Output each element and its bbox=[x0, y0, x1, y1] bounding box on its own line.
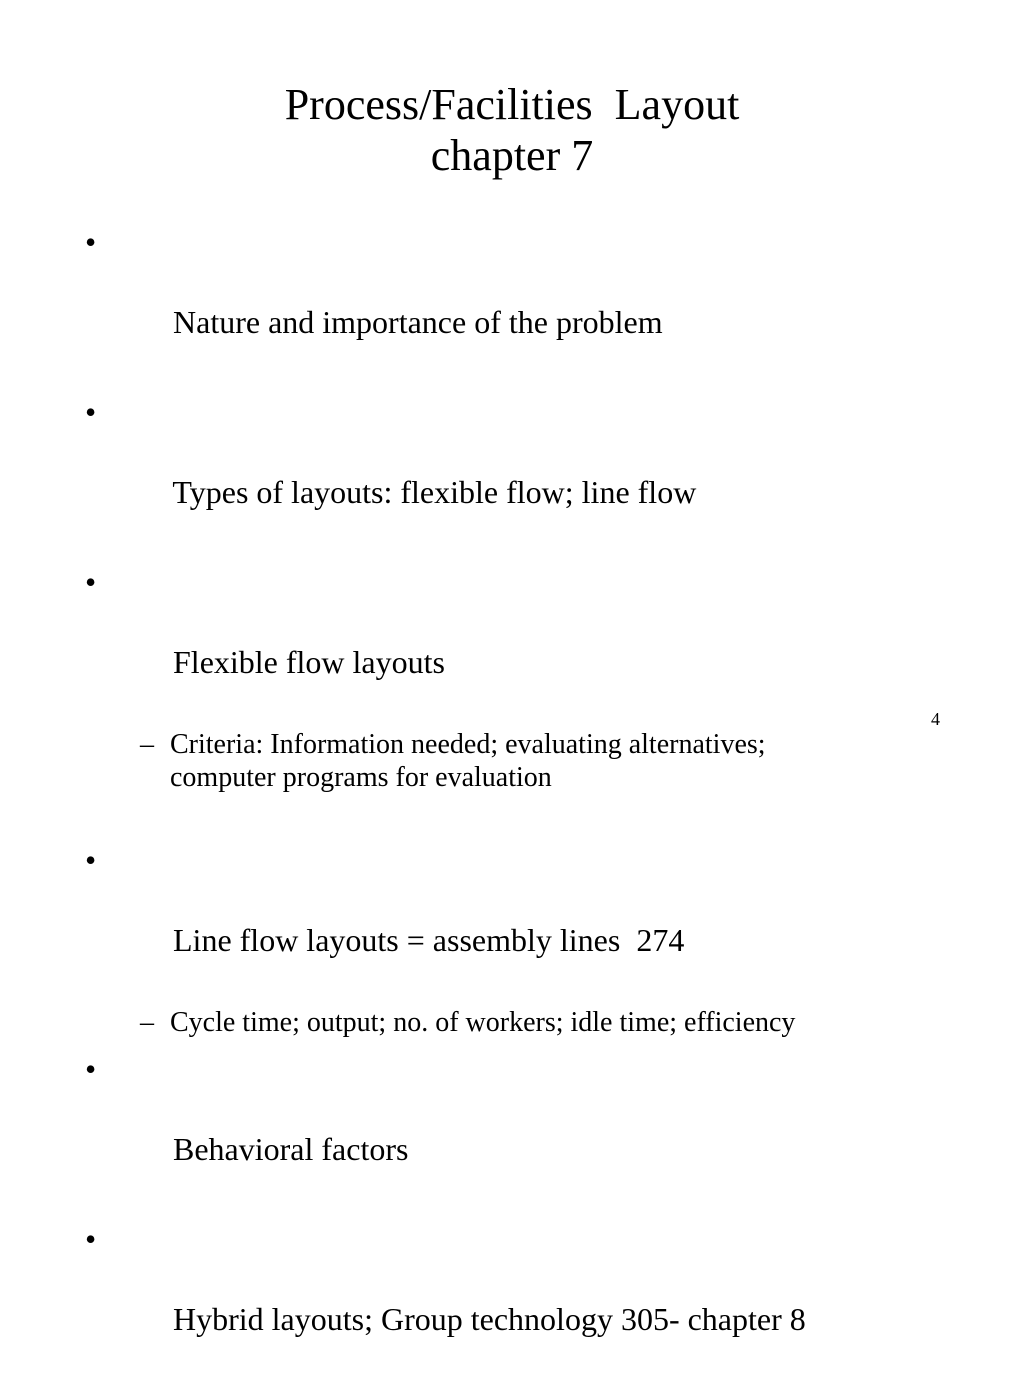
bullet-marker: • bbox=[85, 394, 97, 430]
bullet-text: Hybrid layouts; Group technology 305- chapter 8 bbox=[173, 1301, 806, 1337]
bullet-marker: • bbox=[85, 224, 97, 260]
bullet-text: Types of layouts: flexible flow; line flow bbox=[172, 474, 697, 510]
spacer bbox=[85, 804, 985, 840]
sub-bullet-marker: – bbox=[140, 729, 154, 760]
bullet-text: Line flow layouts = assembly lines 274 bbox=[173, 922, 685, 958]
bullet-item bbox=[85, 392, 985, 552]
bullet-text: Behavioral factors bbox=[173, 1131, 409, 1167]
slide-title bbox=[0, 80, 1024, 181]
bullet-item bbox=[85, 1049, 985, 1209]
bullet-item bbox=[85, 222, 985, 382]
bullet-marker: • bbox=[85, 1221, 97, 1257]
sub-bullet-text: Cycle time; output; no. of workers; idle time; efficiency bbox=[170, 1007, 796, 1038]
title-line-2: chapter 7 bbox=[430, 130, 594, 180]
bullet-item bbox=[85, 1219, 985, 1379]
bullet-item bbox=[85, 840, 985, 1000]
bullet-marker: • bbox=[85, 564, 97, 600]
sub-bullet-item bbox=[85, 728, 985, 794]
bullet-item bbox=[85, 562, 985, 722]
sub-bullet-text: Criteria: Information needed; evaluating alternatives; bbox=[170, 729, 766, 760]
bullet-text: Flexible flow layouts bbox=[173, 644, 445, 680]
bullet-text: Nature and importance of the problem bbox=[173, 304, 663, 340]
sub-bullet-marker: – bbox=[140, 1007, 154, 1038]
sub-bullet-item bbox=[85, 1006, 985, 1039]
bullet-marker: • bbox=[85, 842, 97, 878]
bullet-list bbox=[85, 222, 985, 1389]
bullet-marker: • bbox=[85, 1051, 97, 1087]
sub-bullet-text-continued: computer programs for evaluation bbox=[170, 762, 552, 793]
page-number: 4 bbox=[931, 709, 940, 729]
title-line-1: Process/Facilities Layout bbox=[284, 80, 740, 129]
